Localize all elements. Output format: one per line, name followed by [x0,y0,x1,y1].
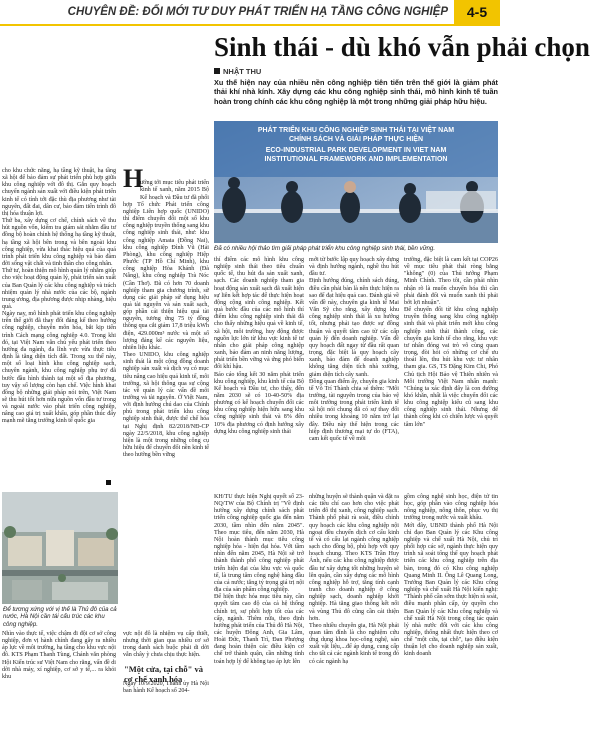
section-title: CHUYÊN ĐỀ: ĐỔI MỚI TƯ DUY PHÁT TRIỂN HẠ TẦNG CÔNG NGHIỆP [67,6,448,18]
column-mid-bottom: vực nội đô là nhiệm vụ cấp thiết, nhưng thời gian qua nhiều cơ sở trong danh sách buộc phải di dời vẫn chây ỳ chưa chịu thực hiện. Ngày 10/9/2020, Thành ủy Hà Nội ban hành Kế hoạch số 204- [123,631,209,695]
column-g: những huyện sẽ thành quận và đặt ra các tiêu chí cao hơn cho việc phát triển đô thị xanh, công nghiệp sạch. Thành phố phải rà soát, điều chỉnh quy hoạch các khu công nghiệp nội ngoại đều chuyển dịch cơ cấu kinh tế và có cấu lại ngành công nghiệp sạch cho đồng bộ, phù hợp với quy hoạch chung. Theo KTS Trần Huy Ánh, nếu các khu công nghiệp được đầu tư xây dựng tốt những huyện sẽ lên quận, cần xây dựng các mô hình công nghiệp hỗ trợ, tăng tính cạnh tranh cho doanh nghiệp ở công nghiệp sạch, doanh nghiệp khởi nghiệp. Hà tăng giao thông kết nối và vùng Thủ đô cũng cần cải thiện hơn. Theo nhiều chuyên gia, Hà Nội phải quan tâm đỉnh là cho nghiệm cứu ứng dụng khoa học-công nghệ, sản xuất vật liệu,...để áp dụng, cung cấp cho tất cả các ngành kinh tế trong đó có các ngành hạ [309,494,399,665]
byline [214,67,261,76]
main-photo [214,121,498,243]
industrial-park-photo [2,492,118,604]
section-header [0,0,500,26]
column-left-bottom: Nhìn vào thực tế, việc chậm đi đội cơ sở công nghiệp, đơn vị hành chính đang gây ra nhiều áp lực về môi trường, hạ tầng cho khu vực nội đô. KTS Phạm Thanh Tùng, Chánh văn phòng Hội Kiến trúc sư Việt Nam cho rằng, vấn đề di dời nhà máy, xí nghiệp, cơ sở y tế,... ra khỏi khu [2,631,116,680]
column-mid-top-text: ướng tới mục tiêu phát triển kinh tế xanh, năm 2015 Bộ Kế hoạch và Đầu tư đã phối hợp Tổ chức Phát triển công nghiệp Liên hợp quốc (UNIDO) thí điểm chuyển đổi một số khu công nghiệp truyền thống sang khu công nghiệp sinh thái, như: khu công nghiệp Amata (Đồng Nai), khu công nghiệp Đình Vũ (Hải Phòng), khu công nghiệp Hiệp Phước (TP Hồ Chí Minh), khu công nghiệp Hòa Khánh (Đà Nẵng), khu công nghiệp Trà Nóc (Cần Thơ). Đã có hơn 70 doanh nghiệp tham gia chương trình, sử dụng các giải pháp sử dụng hiệu quả tài nguyên và sản xuất sạch, góp phần cải thiện hiệu quả tài nguyên, tương ứng 75 tỷ đồng thông qua cắt giảm 17,8 triệu kWh điện, 429.000m³ nước và một số lượng đáng kể các nguyên liệu, nhiên liệu khác. Theo UNIDO, khu công nghiệp sinh thái là một cộng đồng doanh nghiệp sản xuất và dịch vụ có mục tiêu nâng cao hiệu quả kinh tế, môi trường, xã hội thông qua sự cộng tác về quản lý các vấn đề môi trường và tài nguyên. Ở Việt Nam, với định hướng chú dao của Chính phủ trong phát triển khu công nghiệp sinh thái, được thể chế hóa tại Nghị định 82/2018/NĐ-CP ngày 22/5/2018, khu công nghiệp hiện là một trong những công cụ hữu hiệu để chuyển đổi nền kinh tế theo hướng bền vững [123,180,209,459]
column-h: gồm công nghệ sinh học, điện tử tin học, góp phần vào công nghiệp hóa nông nghiệp, nông thôn, phục vụ thị trường trong nước và xuất khẩu. Mới đây, UBND thành phố Hà Nội chỉ đạo Ban Quản lý các Khu công nghiệp và chế xuất Hà Nội, chủ trì phối hợp các sở, ngành thực hiện quy trình xã soát tổng thể quy hoạch phát triển các khu công nghiệp trên địa bàn, trong đó có Khu công nghiệp Quang Minh II. Ông Lê Quang Long, Trưởng Ban Quản lý các Khu công nghiệp và chế xuất Hà Nội kiến nghị: "Thành phố cần sớm thực hiện rà soát, điều mạnh phân cấp, ủy quyền cho Ban Quản lý các Khu công nghiệp và chế xuất Hà Nội trong công tác quản lý nhà nước đối với các khu công nghiệp, thống nhất thực hiện theo cơ chế "một cửa, tại chỗ", tạo điều kiện thuận lợi cho doanh nghiệp sản xuất, kinh doanh [404,494,498,658]
small-photo-caption: Để tương xứng với vị thế là Thủ đô của cả nước, Hà Nội cần tái cấu trúc các khu công nghiệp. [3,606,117,628]
banner-line-2: CHÍNH SÁCH VÀ GIẢI PHÁP THỰC HIỆN [288,136,424,143]
small-photo [2,492,118,604]
dropcap-spacer [123,173,140,195]
subheading: "Một cửa, tại chỗ" và cơ chế xanh hóa [124,664,203,684]
end-mark [106,480,111,485]
banner-line-3: ECO-INDUSTRIAL PARK DEVELOPMENT IN VIET NAM [265,147,447,154]
main-photo-caption: Đã có nhiều hội thảo tìm giải pháp phát triển khu công nghiệp sinh thái, bền vững. [214,245,436,252]
column-f: KH/TU thực hiện Nghị quyết số 23-NQ/TW của Bộ Chính trị "Về định hướng xây dựng chính sách phát triển công nghiệp quốc gia đến năm 2030, tầm nhìn đến năm 2045". Theo mục tiêu, đến năm 2030, Hà Nội hoàn thành mục tiêu công nghiệp hóa - hiện đại hóa. Với tầm nhìn đến năm 2045, Hà Nội sẽ trở thành thành phố công nghiệp phát triển hiện đại của khu vực và quốc tế, là trung tâm công nghệ hàng đầu của cả nước; tăng tỷ trọng giá trị nội địa của sản phẩm công nghiệp. Để hiện thực hóa mục tiêu này, cần quyết tâm cao độ của cả hệ thống chính trị, sự phối hợp tốt của các cấp, ngành. Thêm nữa, theo định hướng phát triển của Thủ đô Hà Nội, các huyện Đông Anh, Gia Lâm, Hoài Đức, Thanh Trì, Đan Phượng đang hoàn thiện các điều kiện cơ chế trở thành quận, cần những tính toán hợp lý để không tạo áp lực lên [214,494,305,665]
sapo: Xu thế hiện nay của nhiều nền công nghiệp tiên tiến trên thế giới là giảm phát thải khí nhà kính. Xây dựng các khu công nghiệp sinh thái, mô hình kinh tế tuần hoàn trong chính các khu công nghiệp là một trong những giải pháp hữu hiệu. [214,78,498,106]
banner-line-1: PHÁT TRIỂN KHU CÔNG NGHIỆP SINH THÁI TẠI VIỆT NAM [257,127,455,134]
headline: Sinh thái - dù khó vẫn phải chọn [214,32,590,62]
banner-line-4: INSTITUTIONAL FRAMEWORK AND IMPLEMENTATION [264,156,448,163]
byline-square-icon [214,68,220,74]
column-e: trường, đặc biệt là cam kết tại COP26 về mục tiêu phát thải ròng bằng "không" (0) của Thủ tướng Phạm Minh Chính. Theo tôi, cần phải nhìn nhận rõ là muốn chuyển hóa thì cần phải đánh đổi và muốn xanh thì phải bớt lợi nhuận". Để chuyển đổi từ khu công nghiệp truyền thống sang khu công nghiệp sinh thái và phát triển mới khu công nghiệp sinh thái thành công, các chuyên gia kinh tế cho rằng, khu vực tư nhân đóng vai trò vô cùng quan trọng, đòi hỏi có những cơ chế ưu thoái lên, thu hút khu vực tư nhân tham gia. GS, TS Đặng Kim Chi, Phó Chủ tịch Hội Bảo vệ Thiên nhiên và Môi trường Việt Nam nhấn mạnh: "Chúng ta xác định đây là con đường khó khăn, nhất là việc chuyển đổi các khu công nghiệp kiểu cũ sang khu công nghiệp sinh thái. Nhưng để thành công khi có chiến lược và quyết tâm lớn" [404,257,498,428]
column-mid-top [123,166,209,488]
column-c: thí điểm các mô hình khu công nghiệp sinh thái theo tiêu chuẩn quốc tế, thu hút đa sản xuất xanh, sạch. Các doanh nghiệp tham gia hoạt động sản xuất sạch đã xuất hiện sự liên kết hợp tác để thực hiện hoạt động cộng sinh công nghiệp. Kết quả bước đầu của các mô hình thí điểm khu công nghiệp sinh thái đã cho thấy những hiệu quả về kinh tế, xã hội, môi trường, huy động được nguồn lực lớn từ khu vực kinh tế tư nhân cho giải pháp công nghiệp xanh, bảo đảm an ninh năng lượng, phát triển bền vững và ứng phó biến đổi khí hậu. Báo cáo tổng kết 30 năm phát triển khu công nghiệp, khu kinh tế của Bộ Kế hoạch và Đầu tư, cho thấy, đến năm 2030 sẽ có 10-40-50% địa phương có kế hoạch chuyển đổi các khu công nghiệp hiện hữu sang khu công nghiệp sinh thái và 8% đến 10% địa phương có định hướng xây dựng khu công nghiệp sinh thái [214,257,304,435]
column-left-top: cho khu chức năng, hạ tầng kỹ thuật, hạ tầng xã hội để bảo đảm sự phát triển phù hợp giữa khu công nghiệp với đô thị. Gắn quy hoạch chuyển ngành sản xuất với điều kiện phát triển kinh tế có tính tới đặc thù địa phương như tài nguyên, đất đai, dân cư, bảo đảm tiến trình đô thị hóa thuận lợi. Thứ ba, xây dựng cơ chế, chính sách về thu hút nguồn vốn, kiểm tra giám sát nhằm đầu tư đồng bộ hoàn chỉnh hệ thống hạ tầng kỹ thuật, hạ tầng xã hội bên trong và bên ngoài khu công nghiệp, vừa khai thác hiệu quả của quá trình phát triển khu công nghiệp và bảo đảm đời sống vật chất và tinh thần cho công nhân. Thứ tư, hoàn thiện mô hình quản lý nhằm giúp cho việc hoạt động quản lý, phát triển sản xuất của Ban Quản lý các khu công nghiệp và trách nhiệm quản lý nhà nước của các bộ, ngành trung ương, địa phương được nhịp nhàng, hiệu quả. Ngày nay, mô hình phát triển khu công nghiệp trên thế giới đã thay đổi đáng kể theo hướng công nghiệp, chuyên môn hóa, bắt kịp tiến trình Cách mạng công nghiệp 4.0. Trong khi đó, tại Việt Nam vẫn chú yếu phát triển theo hướng đa ngành, đa lĩnh vực vừa thực tiễu định là tăng diện tích đất. Trong xu thế này, một số loại hình khu công nghiệp sạch, chuyên ngành, khu công nghiệp phụ trợ đã bước đầu hình thành tại một số địa phương, tuy vậy số lượng còn hạn chế. Việc hình khai đồng bộ những giải pháp nói trên, Việt Nam sẽ thu hút tốt hơn nữa nguồn vốn đầu tư trong và ngoài nước vào phát triển công nghiệp, nâng cao giá trị xuất khẩu, góp phần thúc đẩy mạnh mẽ tăng trưởng kinh tế quốc gia [2,168,116,425]
page-number-badge: 4-5 [454,0,500,24]
column-d: mới từ bước lập quy hoạch xây dựng và định hướng ngành, nghề thu hút đầu tư. Định hướng đúng, chính sách đúng, điều cần phải bàn là nên thực hiện ra sao để đạt hiệu quả cao. Đánh giá về vấn đề này, chuyên gia kinh tế Mai Văn Sỹ cho rằng, xây dựng khu công nghiệp sinh thái là xu hướng tốt, nhưng phải tạo được sự đồng thuận và quyết tâm cao từ các cấp quản lý đến doanh nghiệp. Vấn đề quy hoạch đất ngay từ đầu rất quan trọng, đặc biệt là quy hoạch cây xanh, bảo đảm để doanh nghiệp không tăng diện tích nhà xưởng, giảm diện tích cây xanh. Đồng quan điểm ấy, chuyên gia kinh tế Võ Trí Thành chia sẻ thêm: "Môi trường, tài nguyên trong của bảo vệ môi trường trong phát triển kinh tế xã hội nói chung đã có sự thay đổi nhiều trong khoảng 10 năm trở lại đây. Điều này thể hiện trong các hiệp định thương mại tự do (FTA), cam kết quốc tế về môi [309,257,399,442]
drop-cap: H [123,164,144,193]
author-name: NHẬT THU [223,67,262,76]
